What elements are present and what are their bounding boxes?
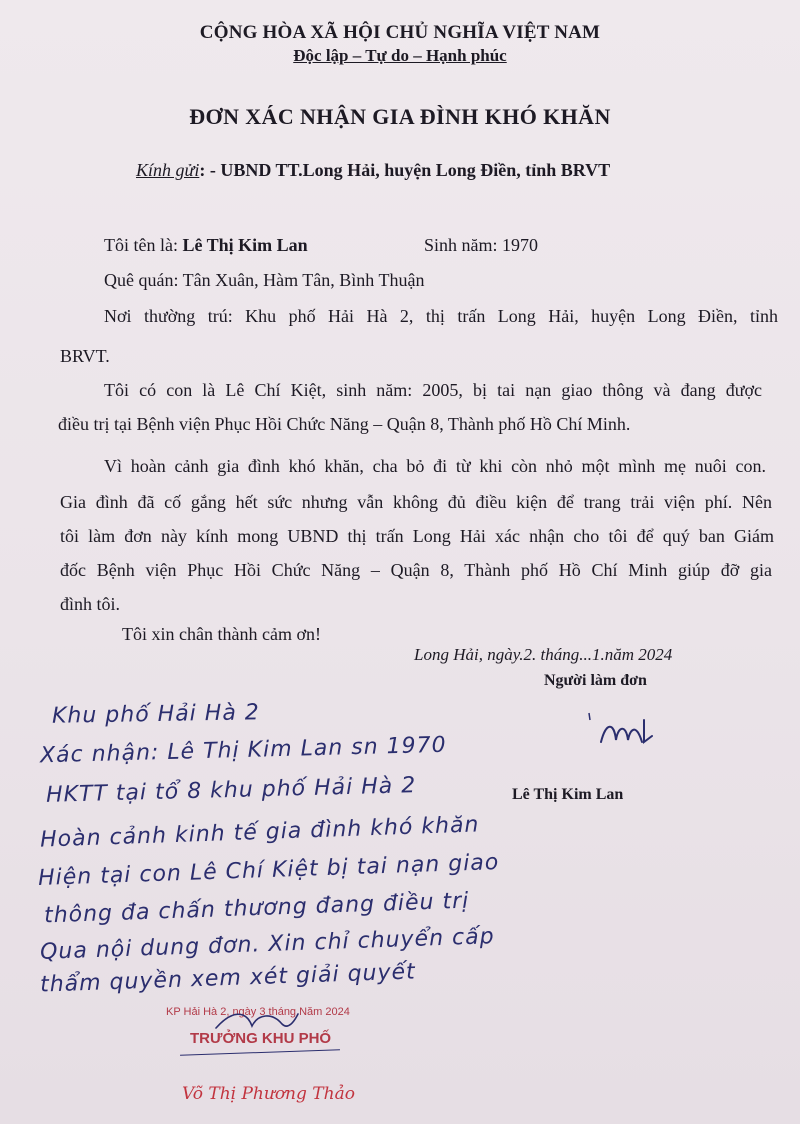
- handwritten-line-5: Hiện tại con Lê Chí Kiệt bị tai nạn giao: [37, 849, 500, 892]
- residence-line-1: Nơi thường trú: Khu phố Hải Hà 2, thị trấn Long Hải, huyện Long Điền, tỉnh: [104, 306, 778, 326]
- document-title: ĐƠN XÁC NHẬN GIA ĐÌNH KHÓ KHĂN: [189, 104, 611, 129]
- nation-header: CỘNG HÒA XÃ HỘI CHỦ NGHĨA VIỆT NAM: [199, 22, 601, 43]
- name-label: Tôi tên là:: [104, 235, 183, 255]
- paragraph-2-line-2: Gia đình đã cố gắng hết sức nhưng vẫn không đủ điều kiện để trang trải viện phí. Nên: [60, 492, 772, 512]
- signer-name: Lê Thị Kim Lan: [512, 786, 624, 803]
- stamp-title: TRƯỞNG KHU PHỐ: [190, 1030, 332, 1047]
- residence-line-2: BRVT.: [60, 346, 110, 366]
- paragraph-2-line-4: đốc Bệnh viện Phục Hồi Chức Năng – Quận 8, Thành phố Hồ Chí Minh giúp đỡ gia: [60, 560, 772, 580]
- motto: [0, 46, 800, 66]
- handwritten-line-4: Hoàn cảnh kinh tế gia đình khó khăn: [39, 812, 480, 853]
- handwritten-line-8: thẩm quyền xem xét giải quyết: [39, 959, 417, 998]
- date-line: Long Hải, ngày.2. tháng...1.năm 2024: [414, 645, 673, 664]
- handwritten-line-1: Khu phố Hải Hà 2: [51, 700, 261, 729]
- birth-year: Sinh năm: 1970: [424, 235, 539, 255]
- handwritten-line-6: thông đa chấn thương đang điều trị: [43, 888, 470, 929]
- paragraph-2-line-1: Vì hoàn cảnh gia đình khó khăn, cha bỏ đi từ khi còn nhỏ một mình mẹ nuôi con.: [104, 456, 766, 476]
- motto-text: Độc lập – Tự do – Hạnh phúc: [293, 46, 507, 65]
- applicant-signature: [596, 712, 666, 752]
- handwritten-line-3: HKTT tại tổ 8 khu phố Hải Hà 2: [45, 773, 417, 808]
- handwritten-line-2: Xác nhận: Lê Thị Kim Lan sn 1970: [39, 732, 447, 769]
- stamp-underline: [180, 1049, 340, 1056]
- recipient-line: [136, 160, 610, 181]
- recipient-text: : - UBND TT.Long Hải, huyện Long Điền, tỉnh BRVT: [199, 160, 611, 180]
- thanks-line: Tôi xin chân thành cảm ơn!: [122, 624, 321, 644]
- stamp-date-line: KP Hải Hà 2, ngày 3 tháng Năm 2024: [166, 1006, 350, 1018]
- signature-mark: [586, 712, 594, 722]
- paragraph-1-line-2: điều trị tại Bệnh viện Phục Hồi Chức Năng – Quận 8, Thành phố Hồ Chí Minh.: [58, 414, 631, 434]
- applicant-name: Lê Thị Kim Lan: [182, 235, 308, 255]
- hometown-line: Quê quán: Tân Xuân, Hàm Tân, Bình Thuận: [104, 270, 425, 290]
- stamp-name: Võ Thị Phương Thảo: [182, 1084, 355, 1104]
- handwritten-line-7: Qua nội dung đơn. Xin chỉ chuyển cấp: [39, 924, 495, 965]
- signer-role: Người làm đơn: [544, 672, 647, 689]
- recipient-label: Kính gửi: [136, 160, 200, 180]
- paragraph-2-line-3: tôi làm đơn này kính mong UBND thị trấn Long Hải xác nhận cho tôi để quý ban Giám: [60, 526, 774, 546]
- paragraph-1-line-1: Tôi có con là Lê Chí Kiệt, sinh năm: 2005, bị tai nạn giao thông và đang được: [104, 380, 762, 400]
- paragraph-2-line-5: đình tôi.: [60, 594, 121, 614]
